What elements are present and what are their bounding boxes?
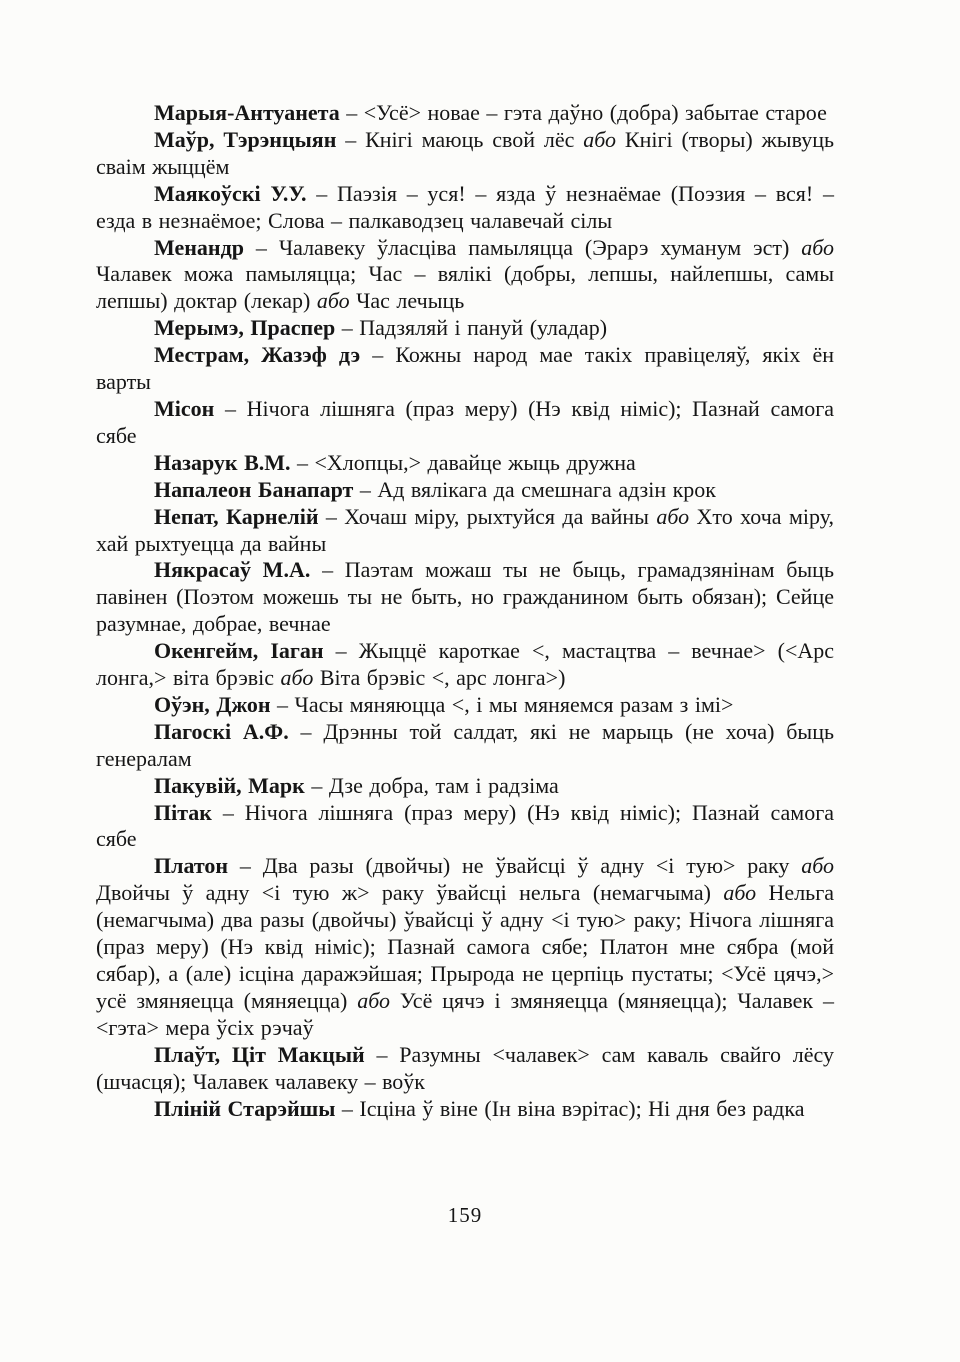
entry <box>96 127 834 181</box>
entry-text: – Разумны <чалавек> сам каваль свайго лёсу (шчасця); Чалавек чалавеку – воўк <box>96 1041 834 1094</box>
entry-text: – Нічога лішняга (праз меру) (Нэ квід німіс); Пазнай самога сябе <box>96 395 834 448</box>
entry-text: – Два разы (двойчы) не ўвайсці ў адну <і тую> раку або Двойчы ў адну <і тую ж> раку ўвайсці нельга (немагчыма) або Нельга (немагчыма) два разы (двойчы) ўвайсці ў адну <і тую> раку; Нічога лішняга (праз меру) (Нэ квід німіс); Пазнай самога сябе; Платон мне сябра (мой сябар), а (але) ісціна даражэйшая; Прырода не церпіць пустаты; <Усё цячэ,> усё змяняецца (мяняецца) або Усё цячэ і змяняецца (мяняецца); Чалавек – <гэта> мера ўсіх рэчаў <box>96 853 834 1040</box>
entry-text: – Часы мяняюцца <, і мы мяняемся разам з імі> <box>270 691 734 717</box>
entry <box>96 1042 834 1096</box>
entry <box>96 1096 834 1123</box>
entry-author: Непат, Карнелій <box>154 503 319 529</box>
entry-text: – Паэтам можаш ты не быць, грамадзянінам быць павінен (Поэтом можешь ты не быть, но гражданином быть обязан); Сейце разумнае, добрае, вечнае <box>96 557 834 637</box>
entry-text: – Дзе добра, там і радзіма <box>304 772 559 798</box>
entry-author: Назарук В.М. <box>154 449 291 475</box>
entry-text: – Паэзія – уся! – язда ў незнаёмае (Поэзия – вся! – езда в незнаёмое; Слова – палкаводзец чалавечай сілы <box>96 180 834 233</box>
entry <box>96 342 834 396</box>
entry <box>96 719 834 773</box>
entry <box>96 504 834 558</box>
entry-author: Някрасаў М.А. <box>154 557 311 583</box>
entry-author: Платон <box>154 853 229 879</box>
page-number: 159 <box>447 1203 483 1227</box>
entry <box>96 853 834 1041</box>
entry-text: – Нічога лішняга (праз меру) (Нэ квід німіс); Пазнай самога сябе <box>96 799 834 852</box>
entry-author: Маякоўскі У.У. <box>154 180 307 206</box>
entry-text: – <Хлопцы,> давайце жыць дружна <box>290 449 636 475</box>
entry-text: – <Усё> новае – гэта даўно (добра) забытае старое <box>339 100 827 125</box>
entry-text: – Жыццё кароткае <, мастацтва – вечнае> (<Арс лонга,> віта брэвіс або Віта брэвіс <, арс лонга>) <box>96 638 834 691</box>
entry-author: Оўэн, Джон <box>154 691 271 717</box>
entry-text: – Кожны народ мае такіх правіцеляў, якіх ён варты <box>96 342 834 395</box>
entry-author: Напалеон Банапарт <box>154 476 354 502</box>
entry <box>96 557 834 638</box>
entry <box>96 315 834 342</box>
entry <box>96 477 834 504</box>
entry-author: Пакувій, Марк <box>154 772 305 798</box>
entry-author: Місон <box>154 395 215 421</box>
entries <box>96 100 834 1122</box>
entry <box>96 450 834 477</box>
entry <box>96 396 834 450</box>
entry <box>96 638 834 692</box>
entry <box>96 692 834 719</box>
entry-author: Марыя-Антуанета <box>154 100 340 125</box>
entry <box>96 800 834 854</box>
entry-text: – Ад вялікага да смешнага адзін крок <box>353 476 716 502</box>
entry-author: Мерымэ, Праспер <box>154 315 336 341</box>
entry-author: Менандр <box>154 234 244 260</box>
entry <box>96 181 834 235</box>
entry-text: – Кнігі маюць свой лёс або Кнігі (творы) жывуць сваім жыццём <box>96 126 835 179</box>
entry <box>96 773 834 800</box>
entry <box>96 235 834 316</box>
entry-text: – Чалавеку ўласціва памыляцца (Эрарэ хуманум эст) або Чалавек можа памыляцца; Час – вялікі (добры, лепшы, найлепшы, самы лепшы) доктар (лекар) або Час лечыць <box>96 234 834 314</box>
entry-author: Плаўт, Ціт Макцый <box>154 1041 365 1067</box>
entry-text: – Дрэнны той салдат, які не марыць (не хоча) быць генералам <box>96 718 835 771</box>
entry-author: Окенгейм, Іаган <box>154 638 324 664</box>
entry <box>96 100 834 127</box>
entry-text: – Падзяляй і пануй (уладар) <box>335 315 608 341</box>
entry-author: Пагоскі А.Ф. <box>154 718 289 744</box>
entry-author: Пітак <box>154 799 212 825</box>
entry-text: – Хочаш міру, рыхтуйся да вайны або Хто хоча міру, хай рыхтуецца да вайны <box>96 503 834 556</box>
entry-author: Местрам, Жазэф дэ <box>154 342 361 368</box>
entry-author: Маўр, Тэрэнцыян <box>154 126 337 152</box>
entry-author: Пліній Старэйшы <box>154 1095 336 1121</box>
entry-text: – Ісціна ў віне (Ін віна вэрітас); Ні дня без радка <box>335 1095 805 1121</box>
